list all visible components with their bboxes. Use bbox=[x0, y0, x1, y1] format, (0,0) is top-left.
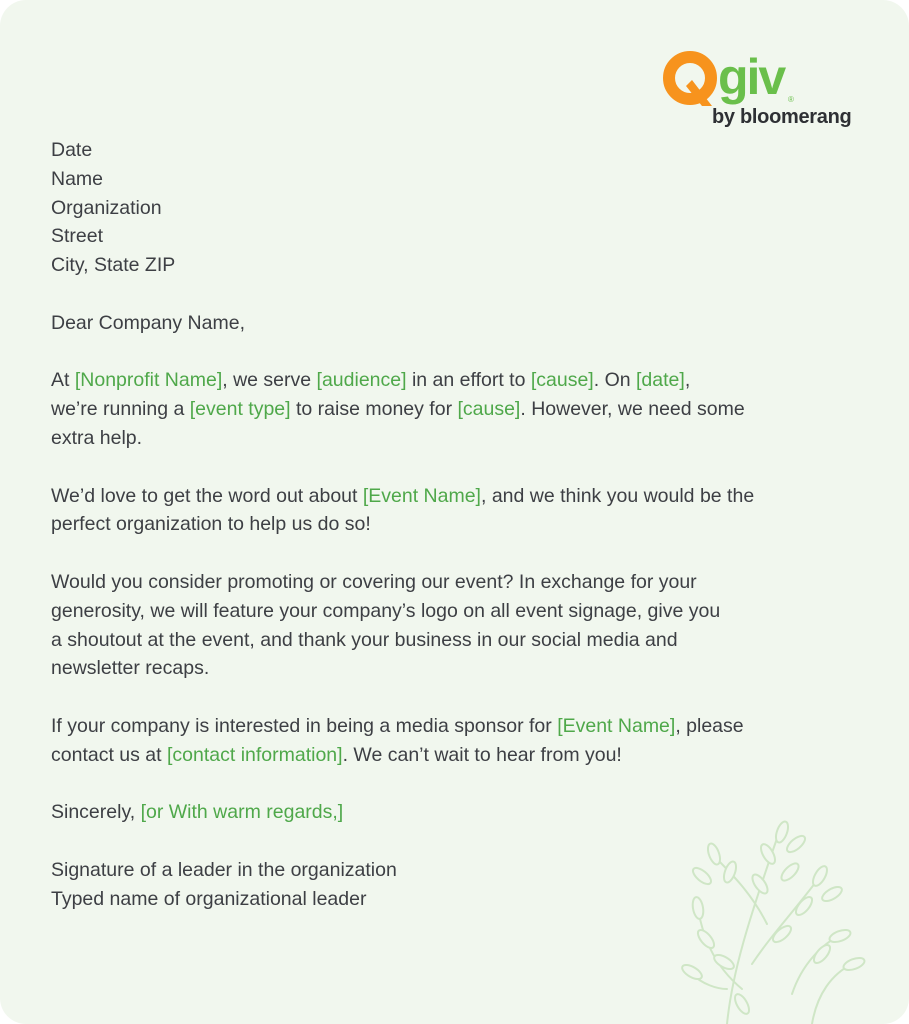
svg-text:giv: giv bbox=[718, 50, 785, 105]
text-line: We’d love to get the word out about [Event Name], and we think you would be the bbox=[51, 484, 755, 507]
placeholder-contact-information: [contact information] bbox=[166, 743, 343, 766]
placeholder-cause: [cause] bbox=[530, 369, 594, 392]
paragraph-word-out bbox=[51, 482, 851, 540]
text-line: perfect organization to help us do so! bbox=[51, 513, 371, 536]
qgiv-wordmark-icon bbox=[662, 50, 862, 110]
address-block bbox=[51, 136, 851, 280]
paragraph-intro bbox=[51, 366, 851, 452]
placeholder-cause: [cause] bbox=[457, 398, 521, 421]
text-line: Would you consider promoting or covering our event? In exchange for your bbox=[51, 570, 697, 593]
address-line: Date bbox=[51, 139, 93, 161]
address-line: Organization bbox=[51, 196, 162, 219]
placeholder-closing-alt: [or With warm regards,] bbox=[140, 801, 344, 824]
svg-text:®: ® bbox=[788, 95, 794, 104]
text-line: contact us at [contact information]. We can’t wait to hear from you! bbox=[51, 743, 622, 766]
text-line: If your company is interested in being a media sponsor for [Event Name], please bbox=[51, 714, 744, 737]
text-line: a shoutout at the event, and thank your business in our social media and bbox=[51, 628, 678, 651]
leaf-sprig-icon bbox=[672, 814, 872, 1024]
text-line: we’re running a [event type] to raise money for [cause]. However, we need some bbox=[51, 398, 745, 421]
signature-line: Signature of a leader in the organization bbox=[51, 858, 397, 881]
placeholder-nonprofit-name: [Nonprofit Name] bbox=[74, 369, 223, 392]
address-line: Name bbox=[51, 167, 104, 190]
paragraph-offer bbox=[51, 568, 851, 683]
qgiv-logo bbox=[662, 50, 862, 134]
text-line: At [Nonprofit Name], we serve [audience] in an effort to [cause]. On [date], bbox=[51, 369, 691, 392]
address-line: City, State ZIP bbox=[51, 254, 176, 277]
placeholder-audience: [audience] bbox=[316, 369, 407, 392]
placeholder-event-name: [Event Name] bbox=[362, 484, 481, 507]
placeholder-event-type: [event type] bbox=[189, 398, 291, 421]
logo-tagline: by bloomerang bbox=[712, 106, 852, 128]
salutation-text: Dear Company Name, bbox=[51, 311, 245, 334]
placeholder-date: [date] bbox=[636, 369, 685, 392]
paragraph-contact bbox=[51, 712, 851, 770]
salutation bbox=[51, 309, 851, 338]
address-line: Street bbox=[51, 225, 104, 248]
signature-line: Typed name of organizational leader bbox=[51, 887, 367, 910]
placeholder-event-name: [Event Name] bbox=[557, 714, 676, 737]
text-line: newsletter recaps. bbox=[51, 657, 210, 680]
text-line: generosity, we will feature your company’s logo on all event signage, give you bbox=[51, 599, 721, 622]
text-line: Sincerely, [or With warm regards,] bbox=[51, 801, 344, 824]
text-line: extra help. bbox=[51, 426, 143, 449]
